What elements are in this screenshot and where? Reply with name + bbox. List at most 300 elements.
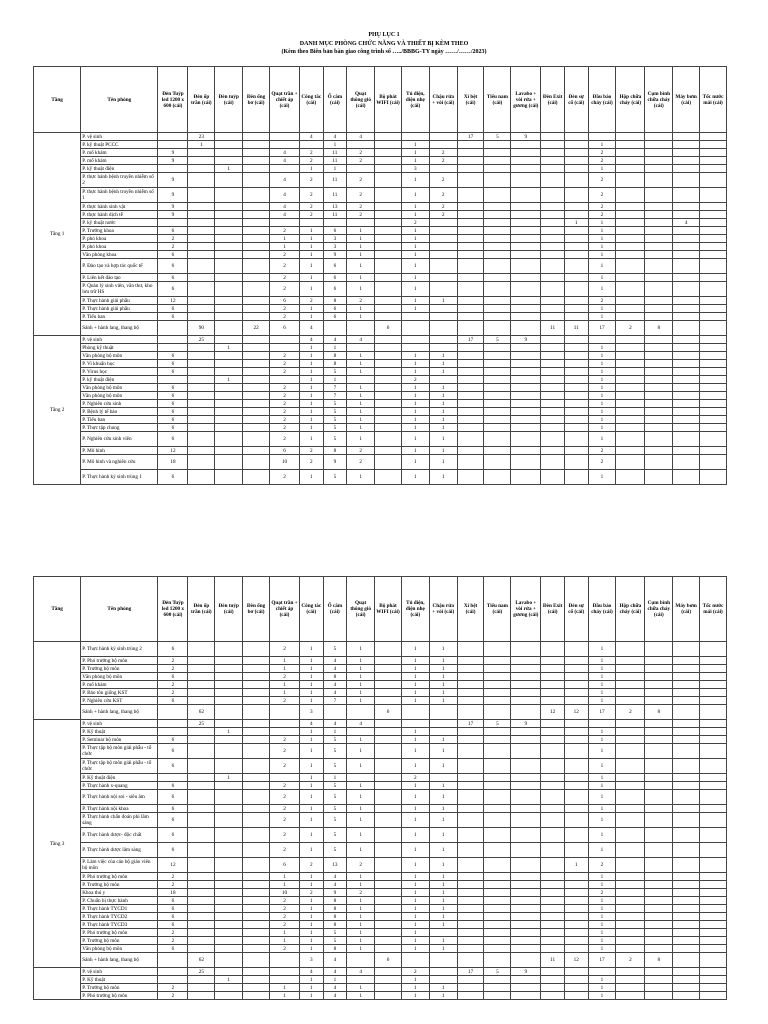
quantity-cell: [700, 697, 727, 705]
quantity-cell: 2: [269, 905, 299, 913]
quantity-cell: [347, 141, 375, 149]
table-row: [34, 858, 727, 873]
quantity-cell: [484, 665, 511, 673]
quantity-cell: 2: [347, 211, 375, 219]
quantity-cell: 1: [347, 929, 375, 937]
quantity-cell: [645, 665, 673, 673]
quantity-cell: 2: [401, 774, 429, 782]
quantity-cell: [700, 149, 727, 157]
quantity-cell: [243, 392, 270, 400]
quantity-cell: 6: [158, 905, 188, 913]
quantity-cell: 3: [323, 243, 347, 251]
quantity-cell: [457, 889, 484, 897]
column-header: Chậu rửa + vòi (cái): [429, 67, 457, 133]
quantity-cell: [645, 165, 673, 173]
quantity-cell: 17: [588, 321, 616, 336]
room-name-cell: P. Tiểu ban: [81, 416, 158, 424]
quantity-cell: [511, 424, 541, 432]
quantity-cell: 9: [158, 211, 188, 219]
quantity-cell: [541, 219, 565, 227]
quantity-cell: 2: [429, 149, 457, 157]
quantity-cell: 1: [300, 689, 324, 697]
quantity-cell: [375, 235, 402, 243]
quantity-cell: 8: [323, 297, 347, 305]
room-name-cell: Văn phòng bộ môn: [81, 945, 158, 953]
quantity-cell: [700, 344, 727, 352]
quantity-cell: 1: [429, 697, 457, 705]
quantity-cell: [616, 728, 645, 736]
quantity-cell: [457, 392, 484, 400]
quantity-cell: [375, 282, 402, 297]
quantity-cell: [616, 992, 645, 1000]
quantity-cell: 1: [588, 392, 616, 400]
quantity-cell: [188, 416, 215, 424]
quantity-cell: [616, 759, 645, 774]
quantity-cell: [616, 673, 645, 681]
quantity-cell: [541, 828, 565, 843]
document-title: DANH MỤC PHÒNG CHỨC NĂNG VÀ THIẾT BỊ KÈM THEO: [299, 41, 469, 47]
quantity-cell: [375, 432, 402, 447]
quantity-cell: [673, 149, 700, 157]
quantity-cell: [484, 455, 511, 470]
quantity-cell: [645, 368, 673, 376]
quantity-cell: [564, 203, 588, 211]
quantity-cell: [564, 251, 588, 259]
quantity-cell: [401, 313, 429, 321]
quantity-cell: 1: [588, 759, 616, 774]
quantity-cell: 17: [588, 705, 616, 720]
quantity-cell: [511, 251, 541, 259]
quantity-cell: [564, 141, 588, 149]
quantity-cell: [511, 274, 541, 282]
quantity-cell: [158, 219, 188, 227]
quantity-cell: [484, 243, 511, 251]
quantity-cell: [645, 219, 673, 227]
quantity-cell: [541, 188, 565, 203]
quantity-cell: [243, 408, 270, 416]
quantity-cell: [457, 813, 484, 828]
quantity-cell: [484, 376, 511, 384]
quantity-cell: 8: [323, 905, 347, 913]
quantity-cell: 4: [300, 720, 324, 728]
quantity-cell: [429, 243, 457, 251]
quantity-cell: [511, 976, 541, 984]
quantity-cell: 1: [401, 805, 429, 813]
quantity-cell: [511, 360, 541, 368]
quantity-cell: 6: [158, 305, 188, 313]
quantity-cell: 1: [300, 805, 324, 813]
quantity-cell: [375, 642, 402, 657]
room-name-cell: P. Tiểu ban: [81, 313, 158, 321]
quantity-cell: [457, 408, 484, 416]
quantity-cell: [700, 881, 727, 889]
quantity-cell: [457, 344, 484, 352]
quantity-cell: [375, 211, 402, 219]
quantity-cell: 1: [300, 305, 324, 313]
quantity-cell: 2: [588, 297, 616, 305]
quantity-cell: [243, 455, 270, 470]
quantity-cell: [564, 188, 588, 203]
quantity-cell: 2: [347, 455, 375, 470]
quantity-cell: [457, 432, 484, 447]
table-row: [34, 235, 727, 243]
quantity-cell: [188, 219, 215, 227]
quantity-cell: [484, 274, 511, 282]
quantity-cell: [215, 642, 243, 657]
quantity-cell: [511, 368, 541, 376]
quantity-cell: 25: [188, 720, 215, 728]
quantity-cell: [188, 368, 215, 376]
quantity-cell: [616, 149, 645, 157]
quantity-cell: [188, 408, 215, 416]
quantity-cell: 2: [588, 149, 616, 157]
quantity-cell: [511, 376, 541, 384]
room-name-cell: P. Thực hành dược- độc chất: [81, 828, 158, 843]
room-name-cell: P. Thực tập bộ môn giải phẫu - tổ chức: [81, 744, 158, 759]
quantity-cell: 7: [323, 392, 347, 400]
quantity-cell: [541, 697, 565, 705]
quantity-cell: 6: [158, 352, 188, 360]
quantity-cell: [645, 384, 673, 392]
quantity-cell: [429, 251, 457, 259]
quantity-cell: 1: [300, 945, 324, 953]
quantity-cell: [616, 828, 645, 843]
quantity-cell: 6: [158, 843, 188, 858]
quantity-cell: 1: [300, 416, 324, 424]
room-name-cell: P. vệ sinh: [81, 720, 158, 728]
room-name-cell: Sảnh + hành lang, thang bộ: [81, 705, 158, 720]
quantity-cell: 13: [323, 858, 347, 873]
quantity-cell: [541, 813, 565, 828]
room-name-cell: P. Phó trưởng bộ môn: [81, 657, 158, 665]
quantity-cell: [375, 141, 402, 149]
quantity-cell: 1: [300, 165, 324, 173]
quantity-cell: [215, 720, 243, 728]
quantity-cell: 2: [616, 953, 645, 968]
quantity-cell: [429, 219, 457, 227]
quantity-cell: 2: [300, 173, 324, 188]
quantity-cell: [511, 790, 541, 805]
quantity-cell: [457, 759, 484, 774]
quantity-cell: [700, 235, 727, 243]
quantity-cell: [511, 929, 541, 937]
quantity-cell: 1: [401, 203, 429, 211]
quantity-cell: [645, 141, 673, 149]
column-header: Chậu rửa + vòi (cái): [429, 577, 457, 642]
quantity-cell: [616, 432, 645, 447]
quantity-cell: [673, 251, 700, 259]
quantity-cell: [375, 165, 402, 173]
quantity-cell: [215, 203, 243, 211]
equipment-table-page-1: [33, 66, 727, 485]
quantity-cell: 8: [645, 321, 673, 336]
quantity-cell: [511, 400, 541, 408]
quantity-cell: [429, 705, 457, 720]
quantity-cell: [564, 881, 588, 889]
table-row: [34, 945, 727, 953]
quantity-cell: [673, 408, 700, 416]
quantity-cell: [645, 344, 673, 352]
quantity-cell: [484, 352, 511, 360]
quantity-cell: [401, 344, 429, 352]
quantity-cell: [243, 984, 270, 992]
quantity-cell: [375, 921, 402, 929]
quantity-cell: [188, 889, 215, 897]
quantity-cell: [645, 173, 673, 188]
quantity-cell: [188, 728, 215, 736]
quantity-cell: [673, 392, 700, 400]
quantity-cell: [375, 274, 402, 282]
quantity-cell: 18: [158, 889, 188, 897]
room-name-cell: Phòng kỹ thuật: [81, 344, 158, 352]
quantity-cell: 1: [429, 447, 457, 455]
quantity-cell: 5: [323, 759, 347, 774]
quantity-cell: 1: [269, 689, 299, 697]
quantity-cell: [645, 455, 673, 470]
quantity-cell: 17: [457, 133, 484, 141]
quantity-cell: [541, 736, 565, 744]
quantity-cell: [457, 782, 484, 790]
quantity-cell: [511, 313, 541, 321]
quantity-cell: [511, 953, 541, 968]
quantity-cell: 5: [323, 843, 347, 858]
quantity-cell: 6: [158, 697, 188, 705]
quantity-cell: 5: [323, 937, 347, 945]
quantity-cell: [700, 141, 727, 149]
room-name-cell: P. Nghiên cứu sinh viên: [81, 432, 158, 447]
quantity-cell: 2: [158, 992, 188, 1000]
quantity-cell: 2: [300, 157, 324, 165]
room-name-cell: P. Nghiên cứu sinh: [81, 400, 158, 408]
quantity-cell: [645, 984, 673, 992]
quantity-cell: [564, 282, 588, 297]
quantity-cell: [188, 376, 215, 384]
quantity-cell: 2: [269, 697, 299, 705]
quantity-cell: [188, 657, 215, 665]
quantity-cell: [429, 929, 457, 937]
quantity-cell: [645, 728, 673, 736]
column-header: Tên phòng: [81, 577, 158, 642]
quantity-cell: 9: [323, 251, 347, 259]
quantity-cell: [215, 352, 243, 360]
quantity-cell: 1: [564, 219, 588, 227]
quantity-cell: 2: [269, 259, 299, 274]
quantity-cell: [645, 681, 673, 689]
quantity-cell: 1: [347, 432, 375, 447]
quantity-cell: [700, 297, 727, 305]
quantity-cell: [511, 673, 541, 681]
quantity-cell: [215, 368, 243, 376]
quantity-cell: [564, 408, 588, 416]
room-name-cell: P. Quản lý sinh viên, văn thư, kho lưu trữ HS: [81, 282, 158, 297]
quantity-cell: 1: [347, 642, 375, 657]
quantity-cell: [564, 759, 588, 774]
quantity-cell: [188, 392, 215, 400]
quantity-cell: 2: [269, 642, 299, 657]
quantity-cell: [429, 321, 457, 336]
quantity-cell: 6: [269, 447, 299, 455]
quantity-cell: [188, 188, 215, 203]
quantity-cell: [511, 913, 541, 921]
quantity-cell: [375, 681, 402, 689]
quantity-cell: 1: [269, 243, 299, 251]
quantity-cell: [564, 274, 588, 282]
quantity-cell: [645, 657, 673, 665]
quantity-cell: [188, 828, 215, 843]
quantity-cell: 2: [269, 352, 299, 360]
quantity-cell: 4: [323, 968, 347, 976]
quantity-cell: [215, 336, 243, 344]
quantity-cell: [673, 344, 700, 352]
quantity-cell: 2: [269, 313, 299, 321]
quantity-cell: 2: [158, 681, 188, 689]
quantity-cell: [401, 720, 429, 728]
quantity-cell: [673, 657, 700, 665]
quantity-cell: [616, 282, 645, 297]
quantity-cell: [541, 384, 565, 392]
quantity-cell: [215, 274, 243, 282]
quantity-cell: [269, 219, 299, 227]
quantity-cell: [457, 157, 484, 165]
quantity-cell: 4: [347, 720, 375, 728]
quantity-cell: [673, 921, 700, 929]
room-name-cell: P. Thực hành ký sinh trùng 2: [81, 642, 158, 657]
quantity-cell: 1: [347, 805, 375, 813]
quantity-cell: 2: [347, 297, 375, 305]
quantity-cell: [429, 165, 457, 173]
table-row: [34, 297, 727, 305]
quantity-cell: [215, 873, 243, 881]
quantity-cell: 2: [300, 149, 324, 157]
quantity-cell: [484, 976, 511, 984]
quantity-cell: [564, 720, 588, 728]
quantity-cell: [616, 897, 645, 905]
quantity-cell: [188, 227, 215, 235]
quantity-cell: [541, 305, 565, 313]
quantity-cell: 2: [300, 188, 324, 203]
quantity-cell: [673, 384, 700, 392]
column-header: Đèn ống bơ (cái): [243, 67, 270, 133]
quantity-cell: [700, 790, 727, 805]
quantity-cell: [700, 352, 727, 360]
quantity-cell: [375, 243, 402, 251]
quantity-cell: [564, 360, 588, 368]
quantity-cell: 6: [158, 913, 188, 921]
room-name-cell: P. Trưởng bộ môn: [81, 984, 158, 992]
quantity-cell: [511, 905, 541, 913]
table-row: [34, 657, 727, 665]
quantity-cell: 1: [269, 681, 299, 689]
quantity-cell: 1: [588, 897, 616, 905]
quantity-cell: 2: [347, 188, 375, 203]
quantity-cell: [375, 843, 402, 858]
quantity-cell: [215, 744, 243, 759]
quantity-cell: [511, 642, 541, 657]
quantity-cell: [645, 408, 673, 416]
table-row: [34, 681, 727, 689]
quantity-cell: 17: [588, 953, 616, 968]
quantity-cell: [541, 805, 565, 813]
quantity-cell: [457, 141, 484, 149]
quantity-cell: 9: [158, 149, 188, 157]
quantity-cell: [243, 368, 270, 376]
table-row: [34, 976, 727, 984]
quantity-cell: [700, 165, 727, 173]
quantity-cell: 6: [158, 227, 188, 235]
quantity-cell: [564, 905, 588, 913]
quantity-cell: [700, 681, 727, 689]
table-row: [34, 813, 727, 828]
quantity-cell: 1: [401, 416, 429, 424]
quantity-cell: [457, 984, 484, 992]
quantity-cell: 1: [429, 297, 457, 305]
quantity-cell: [215, 881, 243, 889]
quantity-cell: [243, 790, 270, 805]
quantity-cell: 2: [269, 790, 299, 805]
quantity-cell: 2: [158, 873, 188, 881]
quantity-cell: [564, 455, 588, 470]
quantity-cell: [215, 697, 243, 705]
quantity-cell: 1: [429, 782, 457, 790]
quantity-cell: [375, 297, 402, 305]
column-header: Tầng: [34, 67, 81, 133]
table-row: [34, 736, 727, 744]
quantity-cell: [457, 235, 484, 243]
quantity-cell: 1: [300, 344, 324, 352]
table-row: [34, 243, 727, 251]
column-header: Tốc nước mái (cái): [700, 577, 727, 642]
quantity-cell: 1: [347, 235, 375, 243]
quantity-cell: [616, 805, 645, 813]
quantity-cell: 1: [347, 828, 375, 843]
quantity-cell: 1: [429, 913, 457, 921]
quantity-cell: [484, 889, 511, 897]
quantity-cell: [673, 897, 700, 905]
quantity-cell: 1: [401, 858, 429, 873]
quantity-cell: 4: [269, 173, 299, 188]
quantity-cell: [188, 400, 215, 408]
quantity-cell: 3: [300, 705, 324, 720]
quantity-cell: 1: [588, 873, 616, 881]
quantity-cell: [375, 976, 402, 984]
quantity-cell: [215, 953, 243, 968]
quantity-cell: [243, 889, 270, 897]
quantity-cell: [484, 744, 511, 759]
quantity-cell: [457, 447, 484, 455]
quantity-cell: [645, 313, 673, 321]
quantity-cell: [700, 376, 727, 384]
quantity-cell: [700, 642, 727, 657]
quantity-cell: 1: [401, 929, 429, 937]
quantity-cell: [700, 929, 727, 937]
quantity-cell: [645, 968, 673, 976]
quantity-cell: 1: [300, 665, 324, 673]
quantity-cell: [457, 744, 484, 759]
quantity-cell: [700, 447, 727, 455]
quantity-cell: [188, 165, 215, 173]
quantity-cell: [243, 782, 270, 790]
quantity-cell: [375, 219, 402, 227]
quantity-cell: 4: [323, 720, 347, 728]
table-row: [34, 305, 727, 313]
room-name-cell: P. Chuẩn bị thực hành: [81, 897, 158, 905]
quantity-cell: [541, 203, 565, 211]
quantity-cell: [243, 673, 270, 681]
quantity-cell: [511, 235, 541, 243]
table-row: [34, 424, 727, 432]
quantity-cell: [700, 243, 727, 251]
quantity-cell: 1: [429, 368, 457, 376]
